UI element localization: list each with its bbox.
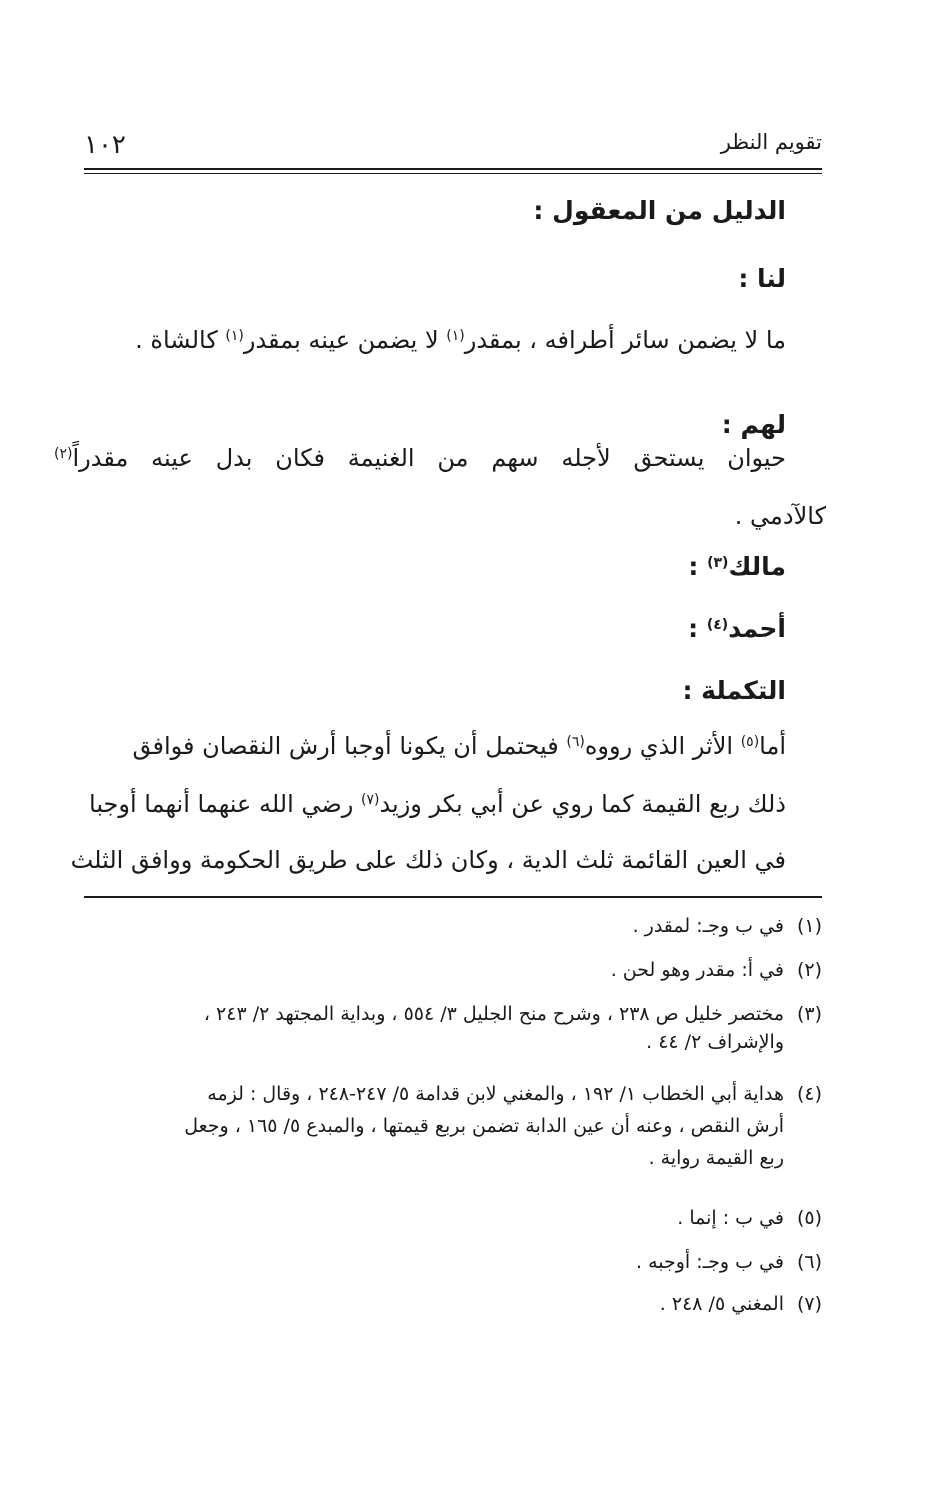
running-header [84, 124, 822, 168]
heading-ahmad: أحمد$^{(٤)}$ : [688, 614, 786, 643]
heading-takmila: التكملة : [682, 676, 786, 705]
footnote-5: (٥)في ب : إنما . [677, 1207, 822, 1229]
footnote-1: (١)في ب وجـ: لمقدر . [632, 915, 822, 937]
takmila-line2: ذلك ربع القيمة كما روي عن أبي بكر وزيد$^{(٧)}$ رضي الله عنهما أنهما أوجبا [89, 790, 786, 818]
lahum-text-line2: كالآدمي . [734, 502, 826, 530]
running-title: تقويم النظر [720, 130, 822, 154]
footnote-7: (٧)المغني ٥/ ٢٤٨ . [659, 1293, 822, 1315]
heading-malik: مالك$^{(٣)}$ : [688, 552, 786, 581]
footnote-3: (٣)مختصر خليل ص ٢٣٨ ، وشرح منح الجليل ٣/ ٥٥٤ ، وبداية المجتهد ٢/ ٢٤٣ ، والإشراف ٢/ ٤٤ . [203, 1003, 822, 1053]
heading-lahum: لهم : [721, 410, 786, 439]
footnote-4: (٤)هداية أبي الخطاب ١/ ١٩٢ ، والمغني لابن قدامة ٥/ ٢٤٧-٢٤٨ ، وقال : لزمه أرش النقص ، وعنه أن عين الدابة تضمن بربع قيمتها ، والمبدع ٥/ ١٦٥ ، وجعل ربع القيمة رواية . [184, 1083, 822, 1169]
footnote-rule [84, 896, 822, 898]
lana-text: ما لا يضمن سائر أطرافه ، بمقدر$^{(١)}$ لا يضمن عينه بمقدر$^{(١)}$ كالشاة . [135, 326, 786, 354]
footnote-2: (٢)في أ: مقدر وهو لحن . [610, 959, 822, 981]
header-rule-thin [84, 173, 822, 174]
header-rule [84, 168, 822, 170]
heading-rational-evidence: الدليل من المعقول : [533, 196, 786, 225]
lahum-text-line1: حيوان يستحق لأجله سهم من الغنيمة فكان بدل عينه مقدراً$^{(٢)}$ [54, 444, 786, 472]
takmila-line1: أما$^{(٥)}$ الأثر الذي رووه$^{(٦)}$ فيحتمل أن يكونا أوجبا أرش النقصان فوافق [132, 732, 786, 760]
page-number: ١٠٢ [84, 130, 126, 160]
footnote-6: (٦)في ب وجـ: أوجبه . [635, 1251, 822, 1273]
takmila-line3: في العين القائمة ثلث الدية ، وكان ذلك على طريق الحكومة ووافق الثلث [70, 846, 786, 874]
heading-lana: لنا : [738, 264, 786, 293]
